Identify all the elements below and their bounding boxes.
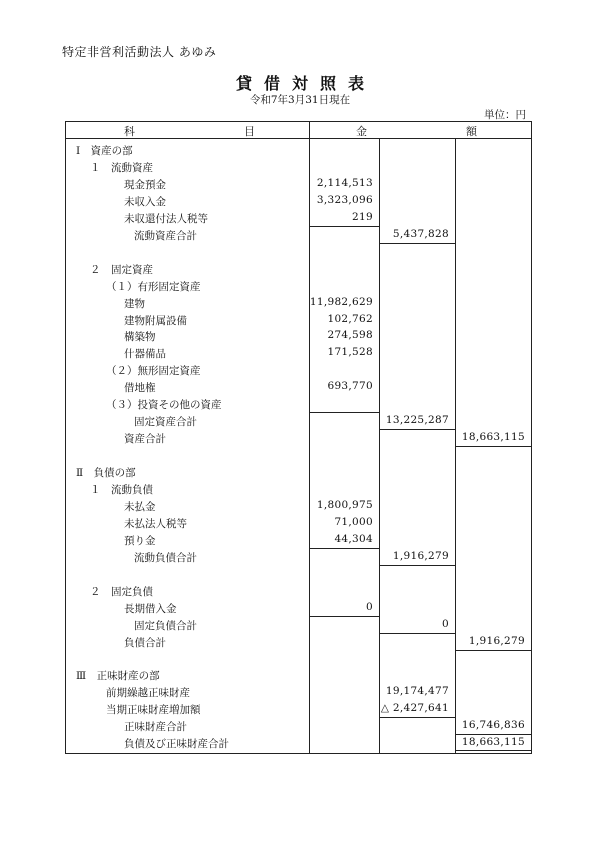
table-row bbox=[66, 345, 531, 362]
row-label: 構築物 bbox=[124, 331, 156, 344]
table-row bbox=[66, 718, 531, 735]
row-amount: 5,437,828 bbox=[392, 227, 449, 240]
row-amount: 19,174,477 bbox=[385, 685, 449, 698]
row-label: Ⅰ 資産の部 bbox=[76, 145, 133, 157]
subtotal-line bbox=[309, 412, 379, 413]
organization-name: 特定非営利活動法人 あゆみ bbox=[62, 45, 217, 59]
row-label: 什器備品 bbox=[124, 348, 166, 361]
row-label: Ⅱ 負債の部 bbox=[76, 467, 136, 480]
row-amount: 2,114,513 bbox=[316, 176, 373, 189]
table-row bbox=[66, 447, 531, 464]
header-kamoku-2: 目 bbox=[244, 125, 255, 138]
table-row bbox=[66, 583, 531, 600]
table-row bbox=[66, 312, 531, 329]
row-amount: 3,323,096 bbox=[316, 193, 373, 206]
table-row bbox=[66, 210, 531, 227]
page-title: 貸借対照表 bbox=[235, 74, 376, 93]
row-label: 預り金 bbox=[124, 534, 156, 547]
header-kin: 金 bbox=[356, 125, 367, 138]
subtotal-line bbox=[379, 717, 455, 718]
total-line bbox=[455, 734, 531, 735]
row-amount: 102,762 bbox=[327, 312, 373, 325]
table-row bbox=[66, 193, 531, 210]
table-row bbox=[66, 430, 531, 447]
table-row bbox=[66, 481, 531, 498]
row-label: 借地権 bbox=[124, 382, 156, 395]
row-amount: 693,770 bbox=[327, 380, 373, 393]
row-label: 当期正味財産増加額 bbox=[106, 704, 201, 717]
row-label: 負債及び正味財産合計 bbox=[124, 738, 229, 751]
table-row bbox=[66, 362, 531, 379]
table-row bbox=[66, 701, 531, 718]
table-row bbox=[66, 328, 531, 345]
row-amount: 0 bbox=[366, 600, 373, 613]
subtotal-line bbox=[309, 616, 379, 617]
row-label: 流動負債合計 bbox=[134, 551, 197, 564]
row-amount: △ 2,427,641 bbox=[380, 702, 449, 715]
report-date: 令和7年3月31日現在 bbox=[249, 94, 351, 106]
table-row bbox=[66, 261, 531, 278]
table-row bbox=[66, 159, 531, 176]
row-amount: 1,800,975 bbox=[316, 498, 373, 511]
table-row bbox=[66, 651, 531, 668]
table-row bbox=[66, 667, 531, 684]
total-line bbox=[455, 650, 531, 651]
row-amount: 16,746,836 bbox=[461, 719, 525, 732]
table-row bbox=[66, 295, 531, 312]
table-row bbox=[66, 634, 531, 651]
table-row bbox=[66, 278, 531, 295]
double-total-line bbox=[455, 750, 531, 751]
table-row bbox=[66, 142, 531, 159]
row-label: （２）無形固定資産 bbox=[106, 365, 201, 378]
row-label: 未払金 bbox=[124, 500, 156, 513]
subtotal-line bbox=[309, 548, 379, 549]
balance-sheet-table bbox=[65, 121, 532, 754]
row-label: 固定資産合計 bbox=[134, 416, 197, 429]
row-label: ２ 固定負債 bbox=[90, 585, 153, 598]
row-label: 未収還付法人税等 bbox=[124, 212, 208, 225]
unit-label: 単位：円 bbox=[484, 109, 526, 121]
table-row bbox=[66, 464, 531, 481]
table-row bbox=[66, 532, 531, 549]
column-divider-2 bbox=[379, 138, 380, 753]
row-amount: 171,528 bbox=[327, 346, 373, 359]
table-row bbox=[66, 413, 531, 430]
table-row bbox=[66, 566, 531, 583]
row-label: 資産合計 bbox=[124, 433, 166, 446]
row-label: １ 流動負債 bbox=[90, 484, 153, 496]
table-row bbox=[66, 549, 531, 566]
row-label: １ 流動資産 bbox=[90, 161, 153, 174]
row-amount: 274,598 bbox=[327, 329, 373, 342]
table-row bbox=[66, 515, 531, 532]
subtotal-line bbox=[379, 565, 455, 566]
table-row bbox=[66, 379, 531, 396]
row-label: 建物附属設備 bbox=[124, 314, 187, 327]
double-total-line bbox=[455, 753, 531, 754]
subtotal-line bbox=[309, 226, 379, 227]
row-label: 負債合計 bbox=[124, 636, 166, 649]
row-label: 建物 bbox=[124, 297, 145, 310]
row-amount: 1,916,279 bbox=[392, 549, 449, 562]
row-label: Ⅲ 正味財産の部 bbox=[76, 670, 160, 683]
table-row bbox=[66, 396, 531, 413]
header-gaku: 額 bbox=[466, 125, 477, 138]
row-amount: 0 bbox=[442, 617, 449, 630]
table-row bbox=[66, 498, 531, 515]
row-amount: 44,304 bbox=[334, 532, 373, 545]
row-label: 未払法人税等 bbox=[124, 517, 187, 530]
row-label: 正味財産合計 bbox=[124, 721, 187, 734]
table-row bbox=[66, 600, 531, 617]
subtotal-line bbox=[379, 633, 455, 634]
row-label: 前期繰越正味財産 bbox=[106, 687, 190, 700]
row-amount: 219 bbox=[352, 210, 373, 223]
row-label: 長期借入金 bbox=[124, 602, 177, 615]
table-row bbox=[66, 227, 531, 244]
row-label: 未収入金 bbox=[124, 195, 166, 208]
table-header bbox=[66, 122, 531, 139]
row-label: 流動資産合計 bbox=[134, 229, 197, 242]
row-amount: 18,663,115 bbox=[461, 431, 525, 444]
row-amount: 71,000 bbox=[334, 515, 373, 528]
row-amount: 18,663,115 bbox=[461, 736, 525, 749]
table-row bbox=[66, 244, 531, 261]
row-amount: 11,982,629 bbox=[309, 295, 373, 308]
row-amount: 13,225,287 bbox=[385, 414, 449, 427]
row-label: （１）有形固定資産 bbox=[106, 280, 201, 293]
row-label: ２ 固定資産 bbox=[90, 263, 153, 276]
row-label: 現金預金 bbox=[124, 178, 166, 191]
table-row bbox=[66, 684, 531, 701]
table-row bbox=[66, 617, 531, 634]
row-label: （３）投資その他の資産 bbox=[106, 399, 222, 412]
header-kamoku-1: 科 bbox=[124, 125, 135, 138]
total-line bbox=[455, 446, 531, 447]
subtotal-line bbox=[379, 429, 455, 430]
row-label: 固定負債合計 bbox=[134, 619, 197, 632]
subtotal-line bbox=[379, 243, 455, 244]
table-row bbox=[66, 176, 531, 193]
row-amount: 1,916,279 bbox=[468, 634, 525, 647]
